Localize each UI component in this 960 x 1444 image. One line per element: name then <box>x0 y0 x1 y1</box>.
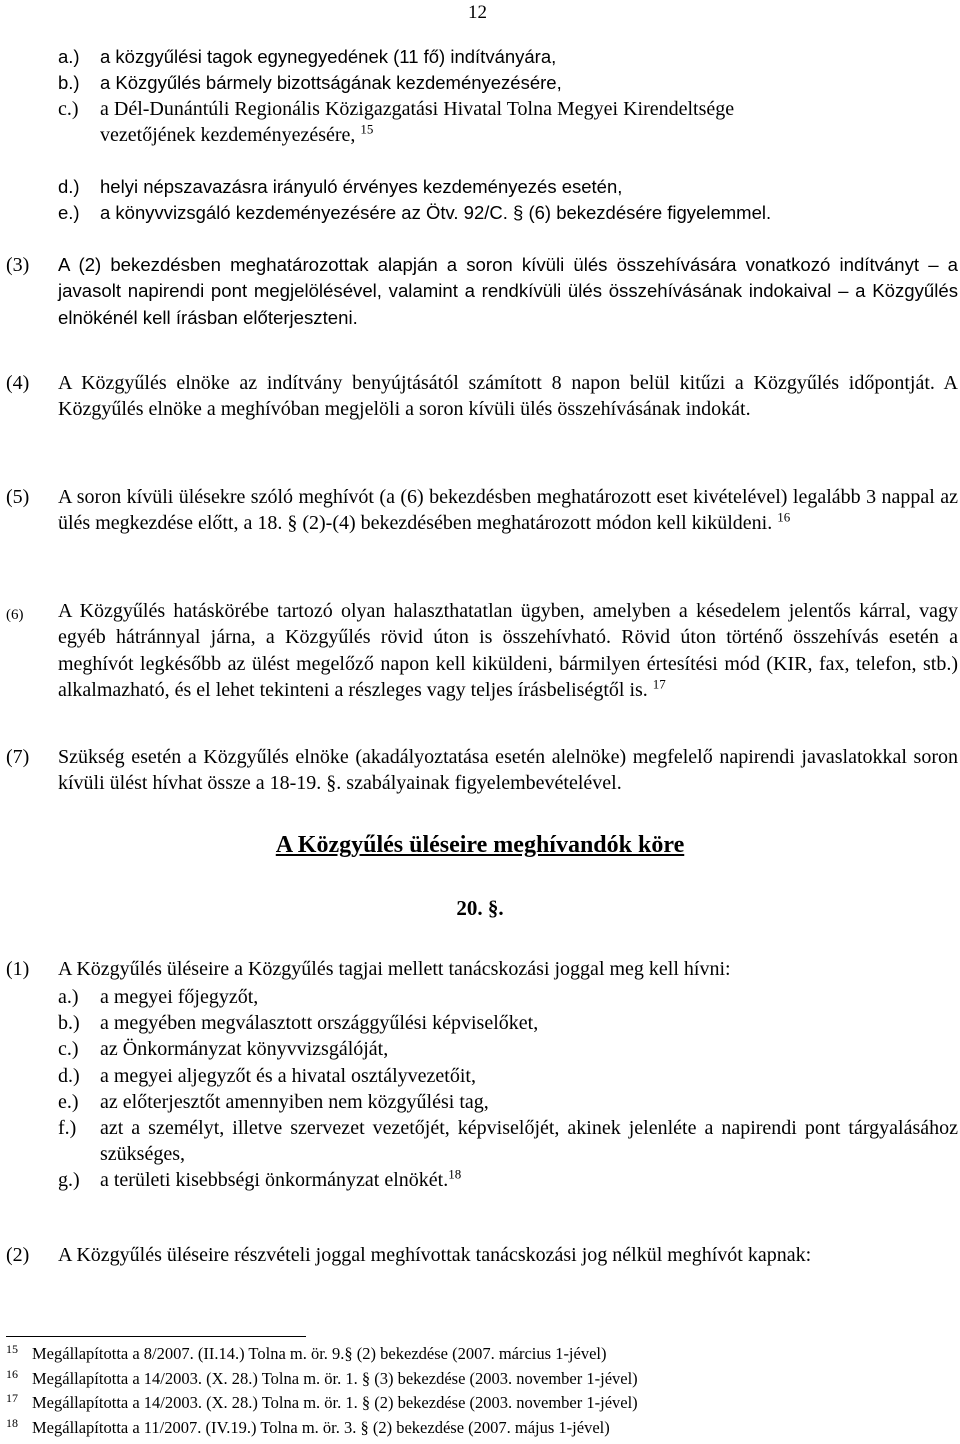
list-item <box>58 200 958 226</box>
invitee-list <box>58 984 958 1194</box>
paragraph-text-wrap <box>58 484 958 537</box>
list-item-text: a közgyűlési tagok egynegyedének (11 fő) indítványára, <box>100 46 557 67</box>
paragraph-text: A Közgyűlés elnöke az indítvány benyújtásától számított 8 napon belül kitűzi a Közgyűlés időpontját. A Közgyűlés elnöke a meghívóban megjelöli a soron kívüli ülés összehívásának indokát. <box>58 372 958 421</box>
list-item-label: c.) <box>58 1038 79 1061</box>
paragraph-text: A Közgyűlés üléseire részvételi joggal meghívottak tanácskozási jog nélkül meghívót kapnak: <box>58 1244 812 1266</box>
list-item <box>58 1167 958 1193</box>
section-title: A Közgyűlés üléseire meghívandók köre <box>275 832 685 858</box>
footnote-ref: 17 <box>652 676 666 692</box>
footnote-number: 17 <box>6 1391 18 1405</box>
list-item-label: b.) <box>58 72 80 94</box>
list-item <box>58 70 958 96</box>
list-item-text: a könyvvizsgáló kezdeményezésére az Ötv. 92/C. § (6) bekezdésére figyelemmel. <box>100 202 772 224</box>
paragraph-number: (7) <box>6 746 30 768</box>
paragraph-20-1 <box>6 956 958 982</box>
footnote-text: Megállapította a 14/2003. (X. 28.) Tolna m. ör. 1. § (3) bekezdése (2003. november 1-jével) <box>32 1368 638 1388</box>
paragraph-number: (5) <box>6 486 30 508</box>
paragraph-number: (2) <box>6 1244 30 1266</box>
list-item-label: a.) <box>58 986 79 1008</box>
paragraph-text: A Közgyűlés üléseire a Közgyűlés tagjai mellett tanácskozási joggal meg kell hívni: <box>58 958 731 980</box>
paragraph-number: (1) <box>6 958 30 980</box>
paragraph-text: A soron kívüli ülésekre szóló meghívót (a (6) bekezdésben meghatározott eset kivételével) legalább 3 nappal az ülés megkezdése előtt, a 18. § (2)-(4) bekezdésében meghatározott módon kell kiküldeni. <box>58 486 958 535</box>
footnote <box>6 1342 956 1367</box>
list-item <box>58 1115 958 1167</box>
footnote-text: Megállapította a 14/2003. (X. 28.) Tolna m. ör. 1. § (2) bekezdése (2003. november 1-jével) <box>32 1393 638 1412</box>
footnote-ref: 18 <box>448 1166 462 1182</box>
footnote-text: Megállapította a 11/2007. (IV.19.) Tolna m. ör. 3. § (2) bekezdése (2007. május 1-jével) <box>32 1417 610 1437</box>
paragraph-text: A Közgyűlés hatáskörébe tartozó olyan halaszthatatlan ügyben, amelyben a késedelem jelentős kárral, vagy egyéb hátránnyal járna, a Közgyűlés rövid úton is összehívható. Rövid úton történő összehívás esetén a meghívót legkésőbb az ülést megelőző napon kell kiküldeni, bármilyen értesítési mód (KIR, fax, telefon, stb.) alkalmazható, és el lehet tekinteni a részleges vagy teljes írásbeliségtől is. <box>58 600 958 701</box>
list-item-text: a megyében megválasztott országgyűlési képviselőket, <box>100 1012 539 1035</box>
list-item <box>58 1089 958 1115</box>
paragraph-number: (3) <box>6 254 30 276</box>
intro-list-ab <box>58 44 958 96</box>
paragraph-text: A (2) bekezdésben meghatározottak alapján a soron kívüli ülés összehívására vonatkozó indítványt – a javasolt napirendi pont megjelölésével, valamint a rendkívüli ülés összehívásának indokaival – a Közgyűlés elnökénél kell írásban előterjeszteni. <box>58 254 958 328</box>
list-item-text: a területi kisebbségi önkormányzat elnökét. <box>100 1169 449 1192</box>
list-item <box>58 984 958 1010</box>
list-item-label: e.) <box>58 1090 79 1113</box>
footnote <box>6 1367 956 1392</box>
footnote-ref: 15 <box>360 121 374 137</box>
paragraph-text: Szükség esetén a Közgyűlés elnöke (akadályoztatása esetén alelnöke) megfelelő napirendi javaslatokkal soron kívüli ülést hívhat össze a 18-19. §. szabályainak figyelembevételével. <box>58 746 958 795</box>
list-item-label: a.) <box>58 46 80 67</box>
footnote-ref: 16 <box>777 509 791 525</box>
list-item-text: azt a személyt, illetve szervezet vezetőjét, képviselőjét, akinek jelenléte a napirendi pont tárgyalásához szükséges, <box>100 1117 958 1166</box>
list-item-label: d.) <box>58 1064 80 1087</box>
list-item-label: c.) <box>58 98 79 120</box>
list-item <box>58 1010 958 1036</box>
footnote-number: 15 <box>6 1342 18 1356</box>
paragraph-4 <box>6 370 958 423</box>
list-item-text: a megyei főjegyzőt, <box>100 986 259 1008</box>
list-item-label: b.) <box>58 1012 80 1035</box>
list-item <box>58 1063 958 1089</box>
list-item-text: az előterjesztőt amennyiben nem közgyűlési tag, <box>100 1090 489 1113</box>
paragraph-3 <box>6 252 958 331</box>
list-item <box>58 1036 958 1062</box>
list-item-label: d.) <box>58 176 80 197</box>
paragraph-7 <box>6 744 958 797</box>
list-item <box>58 96 958 122</box>
list-item <box>58 174 958 200</box>
footnote-number: 16 <box>6 1366 18 1381</box>
list-item-text: helyi népszavazásra irányuló érvényes kezdeményezés esetén, <box>100 176 623 197</box>
list-item-text-wrap <box>100 1167 958 1193</box>
paragraph-20-2 <box>6 1242 958 1268</box>
footnote-text: Megállapította a 8/2007. (II.14.) Tolna m. ör. 9.§ (2) bekezdése (2007. március 1-jével) <box>32 1344 607 1363</box>
list-item-continuation <box>58 122 958 148</box>
footnote-divider <box>6 1336 306 1337</box>
list-item-text: a Dél-Dunántúli Regionális Közigazgatási Hivatal Tolna Megyei Kirendeltsége <box>100 98 735 120</box>
footnote-number: 18 <box>6 1415 18 1430</box>
list-item-label: g.) <box>58 1169 80 1192</box>
footnote <box>6 1416 956 1441</box>
footnotes <box>6 1342 956 1440</box>
list-item-text: a Közgyűlés bármely bizottságának kezdeményezésére, <box>100 72 562 94</box>
intro-list-c <box>58 96 958 148</box>
page-number: 12 <box>468 2 487 23</box>
paragraph-number: (4) <box>6 372 30 394</box>
paragraph-number: (6) <box>6 607 24 623</box>
list-item-text: a megyei aljegyzőt és a hivatal osztályvezetőit, <box>100 1064 476 1087</box>
paragraph-6 <box>6 598 958 703</box>
list-item-label: e.) <box>58 202 80 224</box>
list-item-label: f.) <box>58 1117 77 1140</box>
list-item <box>58 44 958 70</box>
section-number: 20. §. <box>456 896 504 920</box>
list-item-text: vezetőjének kezdeményezésére, <box>100 124 356 147</box>
footnote <box>6 1391 956 1416</box>
intro-list-de <box>58 174 958 226</box>
list-item-text: az Önkormányzat könyvvizsgálóját, <box>100 1038 389 1061</box>
paragraph-text-wrap <box>58 598 958 703</box>
paragraph-5 <box>6 484 958 537</box>
